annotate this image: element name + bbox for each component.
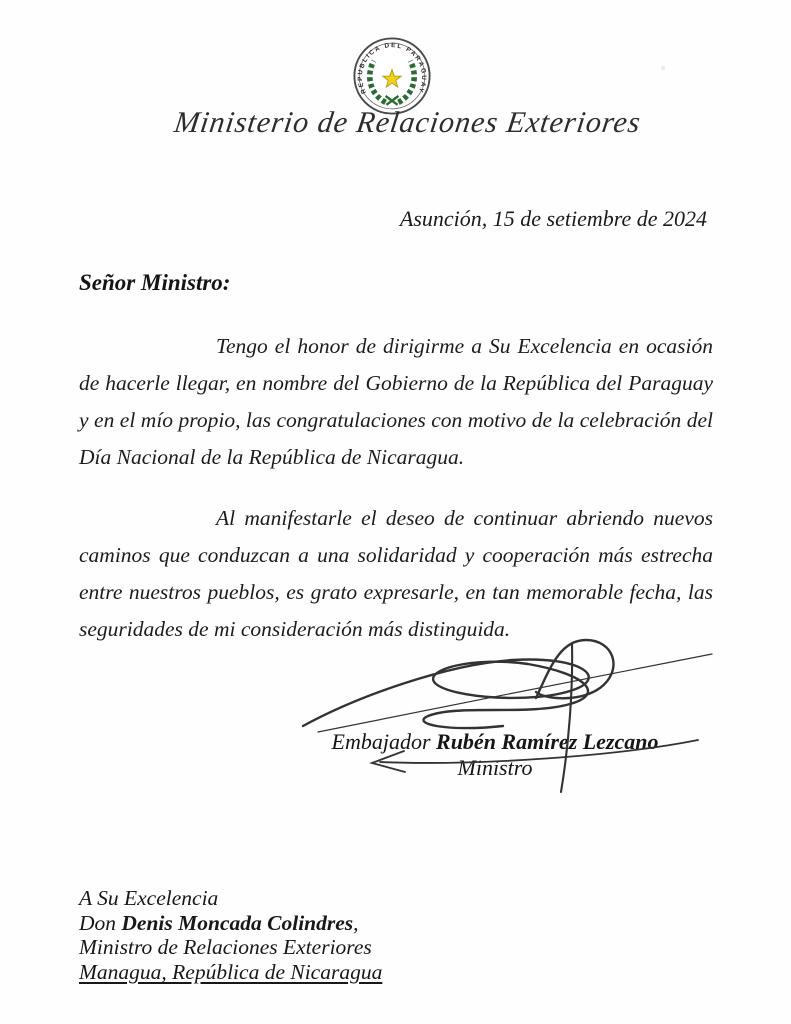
signer-line: [290, 729, 700, 755]
recipient-line-1: A Su Excelencia: [79, 886, 219, 910]
body-paragraph-1: Tengo el honor de dirigirme a Su Excelencia en ocasión de hacerle llegar, en nombre del Gobierno de la República del Paraguay y en el mío propio, las congratulaciones con motivo de la celebración del Día Nacional de la República de Nicaragua.: [79, 334, 713, 469]
recipient-line-2: [79, 911, 382, 936]
body-paragraph-2: Al manifestarle el deseo de continuar abriendo nuevos caminos que conduzcan a una solidaridad y cooperación más estrecha entre nuestros pueblos, es grato expresarle, en tan memorable fecha, las seguridades de mi consideración más distinguida.: [79, 506, 713, 641]
signer-role: Ministro: [457, 755, 533, 780]
signer-name: Rubén Ramírez Lezcano: [436, 729, 659, 754]
recipient-honorific: Don: [79, 910, 122, 935]
salutation: Señor Ministro:: [79, 270, 231, 295]
ministry-script-title: Ministerio de Relaciones Exteriores: [172, 106, 644, 139]
signoff-block: [290, 729, 700, 781]
scan-artifact-dot: [661, 66, 665, 70]
recipient-block: [79, 886, 382, 985]
recipient-name-suffix: ,: [353, 910, 359, 935]
recipient-name: Denis Moncada Colindres: [121, 910, 354, 935]
seal-circular-text: REPUBLICA DEL PARAGUAY: [356, 42, 428, 95]
recipient-line-3: Ministro de Relaciones Exteriores: [79, 935, 372, 960]
signer-title: Embajador: [331, 729, 437, 754]
recipient-line-4: Managua, República de Nicaragua: [79, 960, 383, 985]
letter-body: [79, 328, 713, 648]
date-line: Asunción, 15 de setiembre de 2024: [399, 206, 707, 231]
